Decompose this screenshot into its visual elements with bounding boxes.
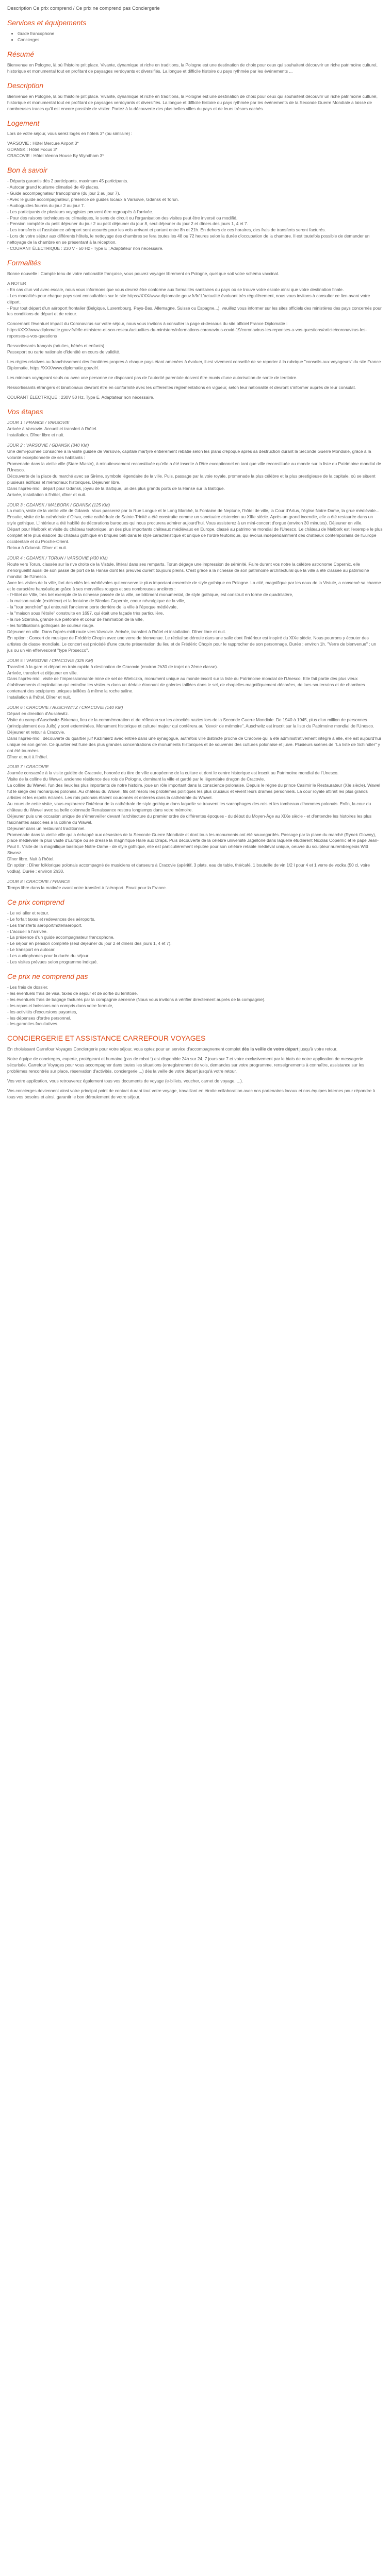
bon-a-savoir-line: - Guide accompagnateur francophone (du jour 2 au jour 7).: [7, 190, 120, 196]
resume-title: Résumé: [7, 50, 35, 59]
itinerary-day: [7, 658, 383, 701]
included-line: - Le forfait taxes et redevances des aéroports.: [7, 916, 95, 922]
breadcrumb: Description Ce prix comprend / Ce prix ne comprend pas Conciergerie: [7, 6, 160, 11]
page: [0, 0, 390, 1114]
bon-a-savoir-line: - Pour des raisons techniques ou climatiques, le sens de circuit ou l'organisation des visites peut être inversé ou modifié.: [7, 215, 238, 221]
formalites-text: Ressortissants français (adultes, bébés et enfants) : Passeport ou carte nationale d'identité en cours de validité.: [7, 343, 121, 355]
description-title: Description: [7, 81, 44, 90]
not-included-line: - les activités d'excursions payantes,: [7, 1009, 77, 1014]
formalites-title: Formalités: [7, 259, 41, 267]
formalites-text: A NOTER - En cas d'un vol avec escale, nous vous informons que vous devrez être conforme aux formalités sanitaires du pays où se trouve votre escale ainsi que votre destination finale. - Les modalités pour chaque pays sont consultables sur le site https://XXX/www.diplomatie.gouv.fr/fr/ L'actualité évoluant très régulièrement, nous vous invitons à consulter ce lien avant votre départ. - Pour tout départ d'un aéroport frontalier (Belgique, Luxembourg, Pays-Bas, Allemagne, Suisse ou Espagne...), veuillez vous informer sur les sites officiels des ministères des pays concernés pour les conditions de départ et de retour.: [7, 280, 382, 317]
day-title: JOUR 1 : FRANCE / VARSOVIE: [7, 420, 70, 426]
included-line: - Le vol aller et retour.: [7, 910, 49, 916]
included-line: - Le transport en autocar.: [7, 947, 56, 953]
conciergerie-text: Vos votre application, vous retrouverez également tous vos documents de voyage (e-billets, voucher, carnet de voyage, ...).: [7, 1078, 243, 1083]
itinerary: [7, 420, 383, 891]
day-title: JOUR 8 : CRACOVIE / FRANCE: [7, 879, 70, 885]
included-line: - Les visites prévues selon programme indiqué.: [7, 959, 98, 965]
not-included-line: - les dépenses d'ordre personnel,: [7, 1015, 72, 1021]
logement-hotel: VARSOVIE : Hôtel Mercure Airport 3*: [7, 141, 79, 146]
not-included-line: - les éventuels frais de bagage facturés par la compagnie aérienne (Nous vous invitons à vérifier directement auprès de la compagnie).: [7, 996, 266, 1002]
day-title: JOUR 6 : CRACOVIE / AUSCHWITZ / CRACOVIE (140 KM): [7, 705, 123, 710]
bon-a-savoir-list: [7, 178, 383, 252]
itinerary-day: [7, 879, 383, 891]
logement-intro: Lors de votre séjour, vous serez logés en hôtels 3* (ou similaire) :: [7, 131, 133, 137]
bon-a-savoir-line: - Lors de votre séjour aux différents hôtels, le nettoyage des chambres se fera toutes les 48 ou 72 heures selon la durée d'occupation de la chambre. Il est toutefois possible de demander un nettoyage de la chambre en se présentant à la réception.: [7, 233, 370, 245]
included-line: - Les transferts aéroport/hôtel/aéroport.: [7, 922, 83, 928]
included-line: - Les audiophones pour la durée du séjour.: [7, 953, 90, 959]
included-line: - L'accueil à l'arrivée.: [7, 928, 48, 934]
formalites-text: Bonne nouvelle : Compte tenu de votre nationalité française, vous pouvez voyager librement en Pologne, quel que soit votre schéma vaccinal.: [7, 270, 280, 276]
conciergerie-text: [7, 1046, 383, 1053]
itinerary-day: [7, 555, 383, 654]
not-included-line: - Les frais de dossier.: [7, 984, 48, 990]
logement-title: Logement: [7, 118, 40, 127]
not-included-line: - les repas et boissons non compris dans votre formule,: [7, 1003, 113, 1008]
not-included-list: [7, 985, 383, 1027]
itinerary-day: [7, 764, 383, 875]
formalites-text: Concernant l'éventuel impact du Coronavirus sur votre séjour, nous vous invitons à consulter la page ci-dessous du site officiel France Diplomatie : https://XXX/www.diplomatie.gouv.fr/fr/le-ministere-et-son-reseau/actualites-du-ministere/informations-coronavirus-covid-19/coronavirus-les-reponses-a-vos-questions/article/coronavirus-les-reponses-a-vos-questions: [7, 321, 367, 339]
bon-a-savoir-title: Bon à savoir: [7, 166, 47, 175]
bon-a-savoir-line: - Les transferts et l'assistance aéroport sont assurés pour les vols arrivant et partant entre 8h et 21h. En dehors de ces horaires, des frais de transferts seront facturés.: [7, 227, 326, 233]
day-text: Une demi-journée consacrée à la visite guidée de Varsovie, capitale martyre entièrement rebâtie selon les plans d'époque après sa destruction durant la Seconde Guerre Mondiale, grâce à la volonté exceptionnelle de ses habitants : Promenade dans la vieille ville (Stare Miasto), à minutieusement reconstituée qu'elle a été inscrite à l'être exceptionnel en tant que ville reconstituée au monde sur la liste du Patrimoine mondial de l'Unesco. Découverte de la place du marché avec sa Sirène, symbole légendaire de la ville. Puis, passage par la voie royale, promenade la plus célèbre et la plus prestigieuse de la capitale, où se situent plusieurs édifices et mémoriaux historiques. Déjeuner libre. Dans l'après-midi, départ pour Gdansk, joyau de la Baltique, un des plus grands ports de la Hanse sur la Baltique. Arrivée, installation à l'hôtel, dîner et nuit.: [7, 449, 381, 497]
bon-a-savoir-line: - Départs garantis dès 2 participants, maximum 45 participants.: [7, 178, 128, 183]
bon-a-savoir-line: - Pension complète du petit déjeuner du jour 2 au petit déjeuner du jour 8, seul déjeuner du jour 2 et dîners des jours 1, 4 et 7.: [7, 221, 248, 227]
bon-a-savoir-line: - Les participants de plusieurs voyagistes peuvent être regroupés à l'arrivée.: [7, 209, 153, 214]
day-text: Arrivée à Varsovie. Accueil et transfert à l'hôtel. Installation. Dîner libre et nuit.: [7, 426, 97, 438]
formalites-text: COURANT ÉLECTRIQUE : 230V 50 Hz, Type E. Adaptateur non nécessaire.: [7, 394, 155, 400]
conciergerie-text-end: jusqu'à votre retour.: [298, 1046, 338, 1052]
included-title: Ce prix comprend: [7, 897, 64, 906]
day-text: Transfert à la gare et départ en train rapide à destination de Cracovie (environ 2h30 de trajet en 2ème classe). Arrivée, transfert et déjeuner en ville. Dans l'après-midi, visite de l'impressionnante mine de sel de Wieliczka, monument unique au monde inscrit sur la liste du Patrimoine mondial de l'Unesco. Elle fait partie des plus vieux établissements d'exploitation qui entraîne les visiteurs dans un dédale étonnant de galeries taillées dans le sel, de chapelles magnifiquement décorées, de lacs souterrains et de chambres contenant des sculptures uniques taillées à même la roche saline. Installation à l'hôtel. Dîner et nuit.: [7, 664, 365, 700]
day-text: Départ en direction d'Auschwitz. Visite du camp d'Auschwitz-Birkenau, lieu de la commémoration et de réflexion sur les atrocités nazies lors de la Seconde Guerre Mondiale. De 1940 à 1945, plus d'un million de personnes (principalement des Juifs) y sont exterminées. Monument historique et culturel majeur qui conférera au "devoir de mémoire", Auschwitz est inscrit sur la liste du Patrimoine mondial de l'Unesco. Déjeuner et retour à Cracovie. Dans l'après-midi, découverte du quartier juif Kazimierz avec entrée dans une synagogue, autrefois ville distincte proche de Cracovie qui a été administrativement intégré à elle, elle est aujourd'hui unique en son genre. Ce quartier est l'une des plus grandes concentrations de monuments historiques et de souvenirs des cultures polonaise et juive. Plusieurs scènes de "La liste de Schindler" y ont été tournées. Dîner et nuit à l'hôtel.: [7, 711, 381, 759]
day-title: JOUR 7 : CRACOVIE: [7, 764, 49, 770]
not-included-line: - les éventuels frais de visa, taxes de séjour et de sortie du territoire.: [7, 990, 138, 996]
formalites-text: Ressortissants étrangers et binationaux devront être en conformité avec les différentes réglementations en vigueur, selon leur nationalité et devront s'informer auprès de leur consulat.: [7, 384, 356, 390]
logement-lines: [7, 141, 383, 159]
etapes-title: Vos étapes: [7, 407, 43, 416]
day-text: Temps libre dans la matinée avant votre transfert à l'aéroport. Envol pour la France.: [7, 885, 167, 890]
services-item: • Guide francophone: [18, 31, 383, 37]
resume-text: Bienvenue en Pologne, là où l'histoire prit place. Vivante, dynamique et riche en traditions, la Pologne est une destination de choix pour ceux qui souhaitent découvrir un riche patrimoine culturel, historique et monumental tout en profitant de paysages verdoyants et diversifiés. La longue et difficile histoire du pays rythmée par les événements ...: [7, 62, 378, 74]
not-included-line: - les garanties facultatives.: [7, 1021, 59, 1027]
bon-a-savoir-line: - COURANT ÉLECTRIQUE : 230 V - 50 Hz - Type E ; Adaptateur non nécessaire.: [7, 246, 164, 251]
day-title: JOUR 5 : VARSOVIE / CRACOVIE (325 KM): [7, 657, 93, 663]
logement-hotel: GDANSK : Hôtel Focus 3*: [7, 147, 58, 152]
bon-a-savoir-line: - Avec le guide accompagnateur, présence de guides locaux à Varsovie, Gdansk et Torun.: [7, 196, 179, 202]
formalites-text: Les mineurs voyageant seuls ou avec une personne ne disposant pas de l'autorité parentale doivent être munis d'une autorisation de sortie de territoire.: [7, 375, 298, 380]
day-text: La matin, visite de la vieille ville de Gdansk. Vous passerez par la Rue Longue et le Long Marché, la Fontaine de Neptune, l'hôtel de ville, la Cour d'Artus, l'église Notre-Dame, la grue médiévale... Ensuite, visite de la cathédrale d'Oliwa, cette cathédrale de Sainte-Trinité a été construite comme un sanctuaire cistercien au XIIIe siècle. Après un grand incendie, elle a été restaurée dans un style gothique. L'intérieur a été habillé de décorations baroques qui nous procurera admirer aujourd'hui. Vous assisterez à un mini-concert d'orgue (environ 30 minutes). Déjeuner en ville. Départ pour Malbork et visite du château teutonique, un des plus importants châteaux médiévaux en Europe, classé au patrimoine mondial de l'Unesco. Le château de Malbork est l'exemple le plus complet et le plus élaboré du château gothique en briques bâti dans le style caractéristique et unique de l'ordre teutonique, qui évolua indépendamment des châteaux contemporains de l'Europe occidentale et du Proche-Orient. Retour à Gdansk. Dîner et nuit.: [7, 508, 383, 550]
conciergerie-text-bold: dès la veille de votre départ: [241, 1046, 299, 1052]
day-title: JOUR 3 : GDANSK / MALBORK / GDANSK (125 KM): [7, 502, 110, 507]
itinerary-day: [7, 420, 383, 438]
conciergerie-title: CONCIERGERIE ET ASSISTANCE CARREFOUR VOYAGES: [7, 1034, 206, 1043]
included-list: [7, 910, 383, 965]
services-item: • Concierges: [18, 37, 383, 43]
services-list: [7, 31, 383, 43]
itinerary-day: [7, 705, 383, 760]
formalites-text: Les règles relatives au franchissement des frontières propres à chaque pays étant amenées à évoluer, il est vivement conseillé de se reporter à la rubrique "conseils aux voyageurs" du site France Diplomatie, https://XXX/www.diplomatie.gouv.fr/.: [7, 359, 381, 370]
description-text: Bienvenue en Pologne, là où l'histoire prit place. Vivante, dynamique et riche en traditions, la Pologne est une destination de choix pour ceux qui souhaitent découvrir un riche patrimoine culturel, historique et monumental tout en profitant de paysages verdoyants et diversifiés. La longue et difficile histoire du pays rythmée par les événements de la Seconde Guerre Mondiale a laissé de nombreuses traces qu'il est encore possible de visiter. Partez à la découverte des plus belles villes du pays et de leurs trésors cachés.: [7, 93, 378, 111]
bon-a-savoir-line: - Autocar grand tourisme climatisé de 49 places.: [7, 184, 100, 190]
bon-a-savoir-line: - Audioguides fournis du jour 2 au jour 7.: [7, 202, 85, 208]
itinerary-day: [7, 443, 383, 498]
not-included-title: Ce prix ne comprend pas: [7, 972, 88, 981]
logement-hotel: CRACOVIE : Hôtel Vienna House By Wyndham 3*: [7, 153, 104, 159]
included-line: - Le séjour en pension complète (seul déjeuner du jour 2 et dîners des jours 1, 4 et 7).: [7, 941, 172, 946]
day-title: JOUR 4 : GDANSK / TORUN / VARSOVIE (430 KM): [7, 555, 108, 561]
included-line: - La présence d'un guide accompagnateur francophone.: [7, 935, 115, 940]
conciergerie-text-start: En choisissant Carrefour Voyages Conciergerie pour votre séjour, vous optez pour un service d'accompagnement complet: [7, 1046, 242, 1052]
conciergerie-text: Vos concierges deviennent ainsi votre principal point de contact durant tout votre voyage, travaillant en étroite collaboration avec nos partenaires locaux et nos équipes internes pour répondre à tous vos besoins et ainsi, garantir le bon déroulement de votre séjour.: [7, 1088, 376, 1099]
conciergerie-text: Notre équipe de concierges, experte, protégeant et humaine (pas de robot !) est disponible 24h sur 24, 7 jours sur 7 et votre exclusivement par le biais de notre application de messagerie sécurisée. Carrefour Voyages pour vous accompagner dans toutes les situations (enregistrement de vols, demandes sur votre programme, renseignements à connaître, assistance sur les problèmes rencontrés sur place, réservation d'activités, conciergerie ...) dès la veille de votre départ jusqu'à votre retour.: [7, 1056, 365, 1074]
day-title: JOUR 2 : VARSOVIE / GDANSK (340 KM): [7, 443, 89, 448]
services-title: Services et équipements: [7, 19, 87, 27]
day-text: Route vers Torun, classée sur la rive droite de la Vistule, littéral dans ses remparts. Torun dégage une impression de sérénité. Faire durant vos notre la célèbre astronome Copernic, elle s'enorgueillit aussi de son passé de port de la Hanse dont les preuves durent toujours pleins. C'est grâce à la richesse de son patrimoine architectural que la ville a été classée au patrimoine mondial de l'Unesco. Avec les visites de la ville, fort des cités les médiévales qui conserve le plus important ensemble de style gothique en Pologne. La cité, magnifique par les eaux de la Vistule, a conservé sa charme et le caractère hanséatique grâce à ses merveilles rouges et ses nombreuses ancières : - l'Hôtel de Ville, très bel exemple de la richesse passée de la ville, ce bâtiment monumental, de style gothique, est construit en forme de quadrilatère, - la maison natale (extérieur) et la fontaine de Nicolas Copernic, coeur névralgique de la ville, - la "tour penchée" qui entourait l'ancienne porte derrière de la ville à l'époque médiévale, - la "maison sous l'étoile" construite en 1697, qui était une façade très particulière, - la rue Szeroka, grande rue piétonne et coeur de l'animation de la ville, - les fortifications gothiques de couleur rouge. Déjeuner en ville. Dans l'après-midi route vers Varsovie. Arrivée, transfert à l'hôtel et installation. Dîner libre et nuit. En option : Concert de musique de Frédéric Chopin avec une verre de bienvenue. Le récital se déroule dans une salle dont l'intérieur est inspiré du XIXe siècle. Nous pourrons y écouter des artistes de classe mondiale. Le concert est précédé d'une courte présentation du lieu et de Frédéric Chopin pour le rapprocher de son personnage. Durée : environ 1h. "Verre de bienvenue" : un jus ou un vin effervescent "type Prosecco".: [7, 561, 381, 653]
itinerary-day: [7, 502, 383, 551]
day-text: Journée consacrée à la visite guidée de Cracovie, honorée du titre de ville européenne de la culture et dont le centre historique est inscrit au Patrimoine mondial de l'Unesco. Visite de la colline du Wawel, ancienne résidence des rois de Pologne, dominant la ville et gardé par le légendaire dragon de Cracovie. La colline du Wawel, l'un des lieux les plus importants de notre histoire, joue un rôle important dans la conscience polonaise. Depuis le règne du prince Casimir le Restaurateur (XIe siècle), Wawel fut le siège des monarques polonais. Au château du Wawel, fils ont résolu les problèmes politiques les plus cruciaux et vivent leurs drames personnels. La cour royale attirait les plus grands artistes et les esprits éclairés. Les rois polonais étaient couronnés et enterrés dans la cathédrale du Wawel. Au cours de cette visite, vous explorerez l'intérieur de la cathédrale de style gothique dans laquelle se trouvent les sarcophages des rois et les tombeaux d'hommes polonais. Enfin, la cour du château du Wawel avec sa belle colonnade Renaissance restera longtemps dans votre mémoire. Déjeuner puis une occasion unique de s'émerveiller devant l'architecture du premier ordre de différentes époques - du début du Moyen-Âge au XIXe siècle - et d'entendre les histoires les plus fascinantes associées à la colline du Wawel. Déjeuner dans un restaurant traditionnel. Promenade dans la vieille ville qui a échappé aux désastres de la Seconde Guerre Mondiale et dont tous les monuments ont été sauvegardés. Passage par la place du marché (Rynek Glowny), place médiévale la plus vaste d'Europe où se dresse la magnifique Halle aux Draps. Puis découverte de la célèbre université Jagellone dans laquelle étudièrent Nicolas Copernic et le pape Jean-Paul II. Visite de la magnifique basilique Notre-Dame - de style gothique, elle est particulièrement réputée pour son célèbre retable médiéval unique, oeuvre du sculpteur nurembergeois Witt Stwosz. Dîner libre. Nuit à l'hôtel. En option : Dîner folklorique polonais accompagné de musiciens et danseurs à Cracovie (apéritif, 3 plats, eau de table, thé/café, 1 bouteille de vin 1/2 l pour 4 et 1 verre de vodka (50 cl, voire vodka). Durée : environ 2h30.: [7, 770, 380, 874]
